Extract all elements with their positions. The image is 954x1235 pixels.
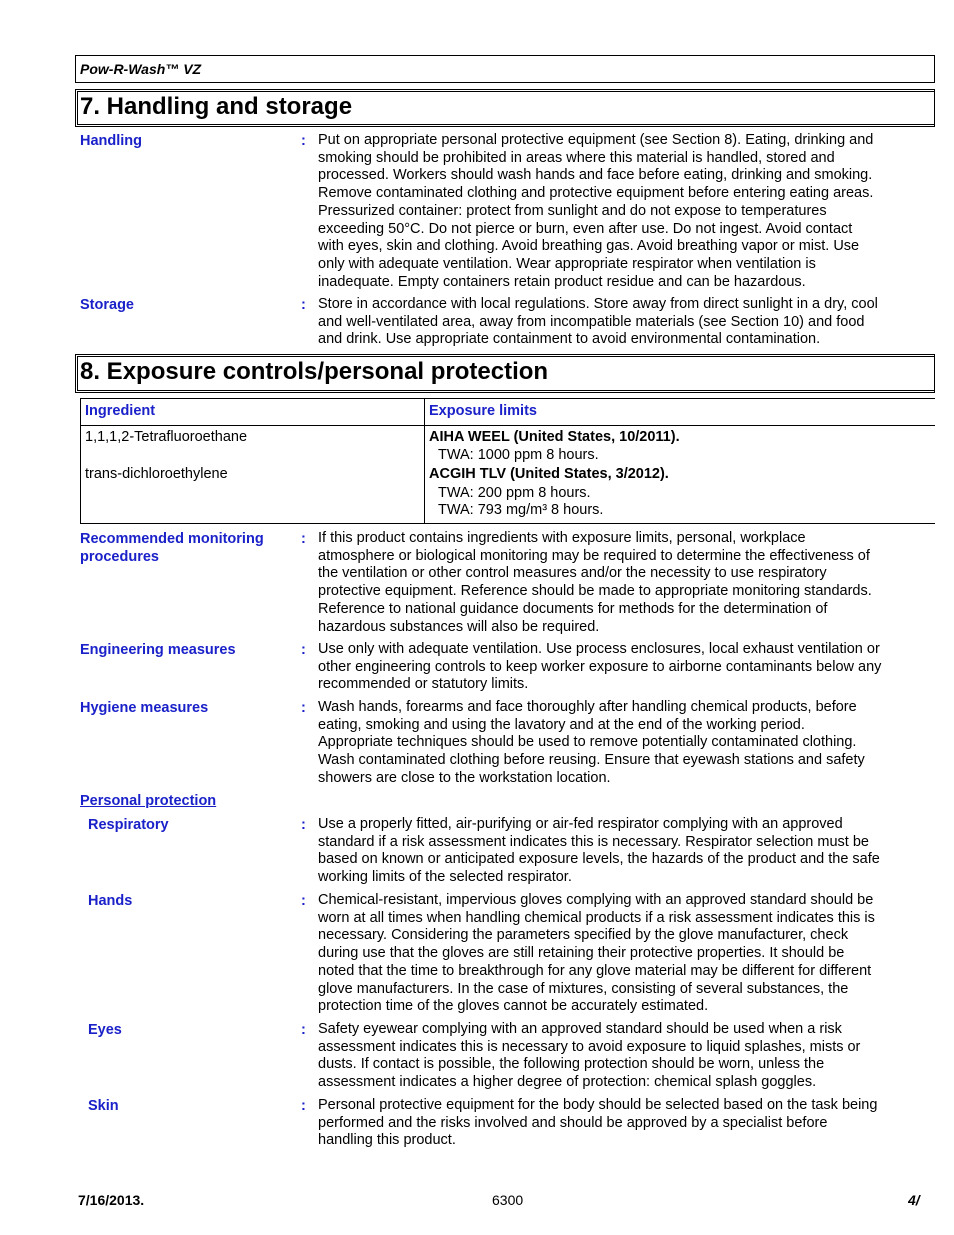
column-header-exposure-limits: Exposure limits <box>429 403 537 419</box>
storage-text <box>318 296 928 349</box>
engineering-colon: : <box>301 642 306 658</box>
footer-page-number: 4/ <box>908 1192 920 1208</box>
text-line: Pressurized container: protect from sunlight and do not expose to temperatures <box>318 202 827 219</box>
storage-colon: : <box>301 297 306 313</box>
hands-label: Hands <box>88 893 133 909</box>
respiratory-text <box>318 816 928 887</box>
text-line: worn at all times when handling chemical products if a risk assessment indicates this is <box>318 909 875 926</box>
table-cell-limit: TWA: 200 ppm 8 hours. <box>438 485 591 501</box>
engineering-label: Engineering measures <box>80 642 236 658</box>
respiratory-label: Respiratory <box>88 817 169 833</box>
skin-colon: : <box>301 1098 306 1114</box>
hygiene-label: Hygiene measures <box>80 700 209 716</box>
personal-protection-link[interactable]: Personal protection <box>80 793 217 809</box>
text-line: Reference to national guidance documents for methods for the determination of <box>318 600 828 617</box>
text-line: smoking should be prohibited in areas where this material is handled, stored and <box>318 149 835 166</box>
table-column-divider <box>424 399 425 523</box>
text-line: protection time of the gloves cannot be accurately estimated. <box>318 998 709 1015</box>
text-line: eating, smoking and using the lavatory and at the end of the working period. <box>318 716 805 733</box>
section-7-title: 7. Handling and storage <box>80 93 353 120</box>
monitoring-text <box>318 530 928 636</box>
table-header-divider <box>81 425 935 426</box>
text-line: and well-ventilated area, away from incompatible materials (see Section 10) and food <box>318 313 865 330</box>
respiratory-colon: : <box>301 817 306 833</box>
handling-colon: : <box>301 133 306 149</box>
text-line: only with adequate ventilation. Wear appropriate respirator when ventilation is <box>318 255 816 272</box>
table-cell-ingredient: trans-dichloroethylene <box>85 466 228 482</box>
footer-date: 7/16/2013. <box>78 1192 145 1208</box>
hygiene-colon: : <box>301 700 306 716</box>
engineering-text <box>318 641 928 694</box>
eyes-colon: : <box>301 1022 306 1038</box>
hygiene-text <box>318 699 928 788</box>
text-line: If this product contains ingredients with exposure limits, personal, workplace <box>318 530 806 546</box>
text-line: standard if a risk assessment indicates this is necessary. Respirator selection must be <box>318 833 869 850</box>
table-cell-limit: TWA: 793 mg/m³ 8 hours. <box>438 502 604 518</box>
handling-label: Handling <box>80 133 143 149</box>
text-line: Put on appropriate personal protective equipment (see Section 8). Eating, drinking and <box>318 132 874 148</box>
text-line: processed. Workers should wash hands and face before eating, drinking and smoking. <box>318 167 873 184</box>
text-line: performed and the risks involved and should be approved by a specialist before <box>318 1114 828 1131</box>
text-line: based on known or anticipated exposure levels, the hazards of the product and the safe <box>318 851 880 868</box>
section-8-title: 8. Exposure controls/personal protection <box>80 358 549 385</box>
monitoring-colon: : <box>301 531 306 547</box>
storage-label: Storage <box>80 297 134 313</box>
text-line: Wash contaminated clothing before reusing. Ensure that eyewash stations and safety <box>318 752 865 769</box>
text-line: inadequate. Empty containers retain product residue and can be hazardous. <box>318 273 806 290</box>
text-line: exceeding 50°C. Do not pierce or burn, even after use. Do not ingest. Avoid contact <box>318 220 853 237</box>
product-name: Pow-R-Wash™ VZ <box>80 61 202 77</box>
text-line: glove manufacturers. In the case of mixtures, consisting of several substances, the <box>318 980 849 997</box>
text-line: Personal protective equipment for the body should be selected based on the task being <box>318 1097 878 1113</box>
text-line: assessment indicates this is necessary to avoid exposure to liquid splashes, mists or <box>318 1038 861 1055</box>
text-line: hazardous substances will also be required. <box>318 618 600 635</box>
column-header-ingredient: Ingredient <box>85 403 156 419</box>
text-line: Remove contaminated clothing and protective equipment before entering eating areas. <box>318 185 874 202</box>
text-line: Use only with adequate ventilation. Use process enclosures, local exhaust ventilation or <box>318 641 880 657</box>
text-line: necessary. Considering the parameters specified by the glove manufacturer, check <box>318 927 849 944</box>
text-line: Use a properly fitted, air-purifying or air-fed respirator complying with an approved <box>318 816 843 832</box>
monitoring-label: Recommended monitoring procedures <box>80 531 264 565</box>
table-cell-ingredient: 1,1,1,2-Tetrafluoroethane <box>85 429 248 445</box>
text-line: dusts. If contact is possible, the following protection should be worn, unless the <box>318 1056 825 1073</box>
text-line: protective equipment. Reference should be made to appropriate monitoring standards. <box>318 583 872 600</box>
text-line: Wash hands, forearms and face thoroughly after handling chemical products, before <box>318 699 857 715</box>
text-line: the ventilation or other control measures and/or the necessity to use respiratory <box>318 565 827 582</box>
text-line: handling this product. <box>318 1132 456 1149</box>
product-header <box>75 55 935 83</box>
section-8-header <box>75 354 935 393</box>
text-line: with eyes, skin and clothing. Avoid breathing gas. Avoid breathing vapor or mist. Use <box>318 238 860 255</box>
text-line: during use that the gloves are still retaining their protective properties. It should be <box>318 945 845 962</box>
text-line: other engineering controls to keep worker exposure to airborne contaminants below any <box>318 658 882 675</box>
text-line: noted that the time to breakthrough for any glove material may be different for different <box>318 962 872 979</box>
text-line: recommended or statutory limits. <box>318 676 529 693</box>
text-line: Chemical-resistant, impervious gloves complying with an approved standard should be <box>318 892 874 908</box>
table-cell-limit-header: ACGIH TLV (United States, 3/2012). <box>429 466 669 482</box>
skin-label: Skin <box>88 1098 119 1114</box>
footer-code: 6300 <box>492 1192 524 1208</box>
hands-text <box>318 892 928 1016</box>
table-cell-limit: TWA: 1000 ppm 8 hours. <box>438 447 599 463</box>
text-line: and drink. Use appropriate containment to avoid environmental contamination. <box>318 331 821 348</box>
eyes-label: Eyes <box>88 1022 122 1038</box>
text-line: Appropriate techniques should be used to remove potentially contaminated clothing. <box>318 734 857 751</box>
text-line: showers are close to the workstation location. <box>318 769 611 786</box>
text-line: working limits of the selected respirator. <box>318 869 572 886</box>
hands-colon: : <box>301 893 306 909</box>
section-7-header <box>75 89 935 127</box>
text-line: Store in accordance with local regulations. Store away from direct sunlight in a dry, cool <box>318 296 878 312</box>
text-line: Safety eyewear complying with an approved standard should be used when a risk <box>318 1021 842 1037</box>
skin-text <box>318 1097 928 1150</box>
text-line: assessment indicates a higher degree of protection: chemical splash goggles. <box>318 1074 817 1091</box>
handling-text <box>318 132 928 291</box>
exposure-limits-table <box>80 398 935 524</box>
eyes-text <box>318 1021 928 1092</box>
text-line: atmosphere or biological monitoring may be required to determine the effectiveness of <box>318 547 870 564</box>
table-cell-limit-header: AIHA WEEL (United States, 10/2011). <box>429 429 680 445</box>
